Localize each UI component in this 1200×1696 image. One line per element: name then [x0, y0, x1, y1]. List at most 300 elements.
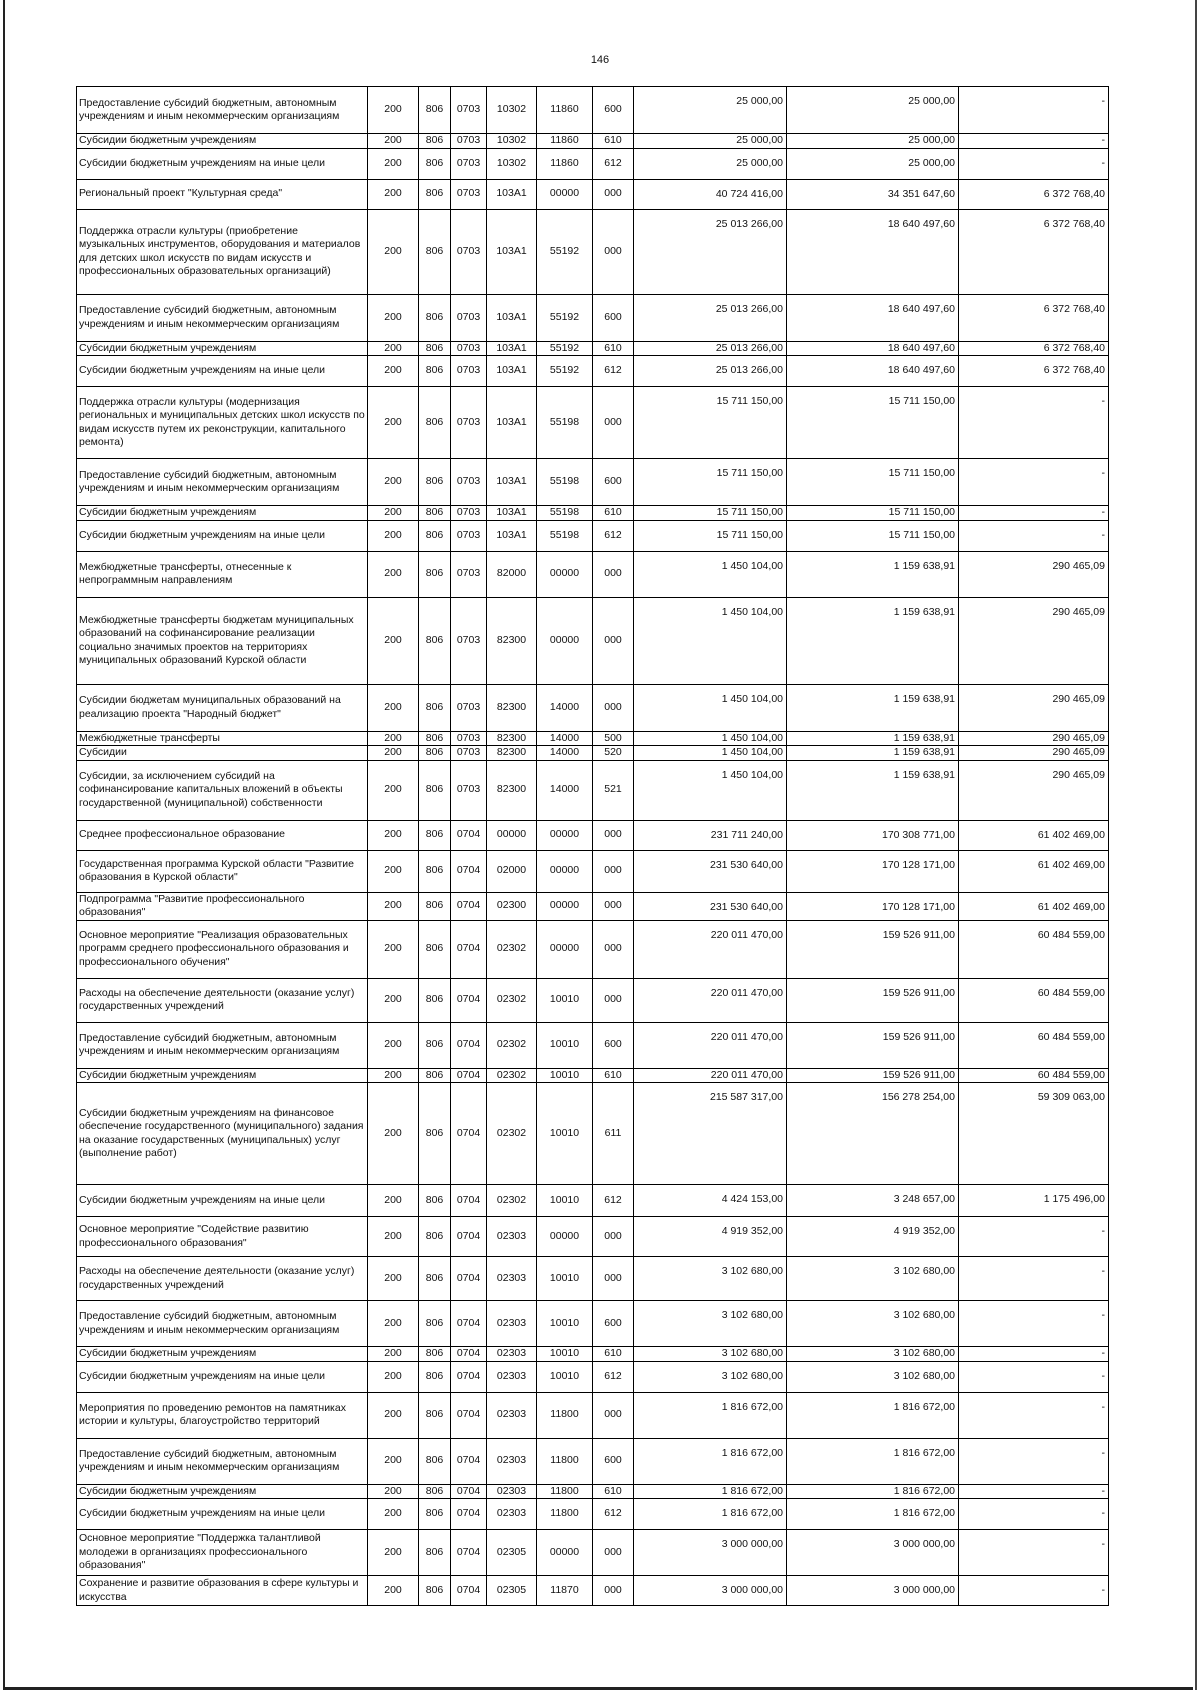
code-program: 103А1	[487, 209, 537, 294]
code-section: 0704	[451, 978, 487, 1022]
table-row	[77, 134, 1109, 149]
code-direction: 55198	[537, 520, 593, 551]
code-ministry: 806	[419, 356, 451, 387]
code-section: 0704	[451, 1301, 487, 1347]
code-admin: 200	[368, 746, 419, 761]
amount-planned: 1 450 104,00	[634, 746, 787, 761]
code-section: 0704	[451, 1392, 487, 1438]
code-program: 02302	[487, 1083, 537, 1185]
code-expense-type: 520	[593, 746, 634, 761]
amount-remaining: 60 484 559,00	[959, 1068, 1109, 1083]
code-program: 02303	[487, 1347, 537, 1362]
table-row	[77, 1530, 1109, 1576]
row-name: Расходы на обеспечение деятельности (оказание услуг) государственных учреждений	[77, 1257, 368, 1301]
code-admin: 200	[368, 506, 419, 521]
amount-remaining: -	[959, 1499, 1109, 1530]
row-name: Предоставление субсидий бюджетным, автономным учреждениям и иным некоммерческим организациям	[77, 1438, 368, 1484]
amount-executed: 3 102 680,00	[787, 1347, 959, 1362]
code-direction: 00000	[537, 1530, 593, 1576]
code-program: 10302	[487, 134, 537, 149]
amount-executed: 1 159 638,91	[787, 760, 959, 820]
code-direction: 10010	[537, 1361, 593, 1392]
amount-remaining: -	[959, 1217, 1109, 1257]
amount-executed: 170 128 171,00	[787, 850, 959, 892]
code-admin: 200	[368, 1438, 419, 1484]
code-section: 0703	[451, 760, 487, 820]
amount-planned: 231 711 240,00	[634, 820, 787, 850]
code-program: 02302	[487, 978, 537, 1022]
scan-left-border	[3, 0, 5, 1690]
code-ministry: 806	[419, 597, 451, 684]
row-name: Предоставление субсидий бюджетным, автономным учреждениям и иным некоммерческим организациям	[77, 294, 368, 341]
amount-executed: 18 640 497,60	[787, 209, 959, 294]
code-ministry: 806	[419, 341, 451, 356]
code-expense-type: 000	[593, 551, 634, 597]
code-admin: 200	[368, 294, 419, 341]
code-direction: 00000	[537, 597, 593, 684]
amount-executed: 25 000,00	[787, 148, 959, 179]
code-section: 0703	[451, 597, 487, 684]
table-row	[77, 820, 1109, 850]
code-admin: 200	[368, 597, 419, 684]
amount-planned: 25 013 266,00	[634, 356, 787, 387]
code-direction: 10010	[537, 1022, 593, 1068]
code-ministry: 806	[419, 731, 451, 746]
code-section: 0703	[451, 148, 487, 179]
code-expense-type: 612	[593, 1499, 634, 1530]
code-section: 0704	[451, 1217, 487, 1257]
code-program: 02302	[487, 920, 537, 978]
code-section: 0703	[451, 294, 487, 341]
table-row	[77, 1301, 1109, 1347]
code-admin: 200	[368, 1083, 419, 1185]
page-number: 146	[590, 54, 610, 66]
code-program: 82300	[487, 746, 537, 761]
amount-remaining: 290 465,09	[959, 597, 1109, 684]
table-row	[77, 978, 1109, 1022]
row-name: Поддержка отрасли культуры (модернизация региональных и муниципальных детских школ искусств по видам искусств путем их реконструкции, капитального ремонта)	[77, 387, 368, 459]
code-direction: 00000	[537, 1217, 593, 1257]
table-row	[77, 148, 1109, 179]
code-expense-type: 000	[593, 597, 634, 684]
amount-executed: 15 711 150,00	[787, 387, 959, 459]
code-direction: 55198	[537, 459, 593, 506]
table-row	[77, 87, 1109, 134]
amount-planned: 3 000 000,00	[634, 1530, 787, 1576]
table-row	[77, 387, 1109, 459]
amount-executed: 159 526 911,00	[787, 978, 959, 1022]
code-expense-type: 000	[593, 850, 634, 892]
code-direction: 10010	[537, 1257, 593, 1301]
row-name: Сохранение и развитие образования в сфере культуры и искусства	[77, 1576, 368, 1606]
code-direction: 55192	[537, 209, 593, 294]
code-section: 0703	[451, 731, 487, 746]
code-expense-type: 610	[593, 341, 634, 356]
amount-remaining: -	[959, 87, 1109, 134]
code-direction: 55192	[537, 356, 593, 387]
code-expense-type: 600	[593, 1438, 634, 1484]
row-name: Среднее профессиональное образование	[77, 820, 368, 850]
table-row	[77, 520, 1109, 551]
code-program: 103А1	[487, 179, 537, 209]
amount-planned: 1 450 104,00	[634, 597, 787, 684]
code-program: 10302	[487, 87, 537, 134]
code-ministry: 806	[419, 1083, 451, 1185]
amount-planned: 3 000 000,00	[634, 1576, 787, 1606]
row-name: Субсидии бюджетным учреждениям на иные цели	[77, 520, 368, 551]
code-program: 82300	[487, 731, 537, 746]
code-direction: 00000	[537, 179, 593, 209]
code-ministry: 806	[419, 1185, 451, 1217]
amount-planned: 1 450 104,00	[634, 551, 787, 597]
code-direction: 14000	[537, 731, 593, 746]
code-section: 0703	[451, 341, 487, 356]
amount-remaining: -	[959, 1530, 1109, 1576]
code-section: 0703	[451, 387, 487, 459]
amount-planned: 220 011 470,00	[634, 1022, 787, 1068]
amount-planned: 3 102 680,00	[634, 1361, 787, 1392]
code-program: 02303	[487, 1301, 537, 1347]
amount-remaining: -	[959, 1347, 1109, 1362]
code-ministry: 806	[419, 1576, 451, 1606]
amount-remaining: 61 402 469,00	[959, 850, 1109, 892]
code-program: 02303	[487, 1484, 537, 1499]
amount-executed: 15 711 150,00	[787, 459, 959, 506]
code-expense-type: 000	[593, 684, 634, 731]
code-direction: 11800	[537, 1438, 593, 1484]
code-program: 82300	[487, 760, 537, 820]
table-row	[77, 506, 1109, 521]
amount-planned: 40 724 416,00	[634, 179, 787, 209]
code-ministry: 806	[419, 87, 451, 134]
code-admin: 200	[368, 1484, 419, 1499]
code-expense-type: 000	[593, 209, 634, 294]
amount-executed: 1 159 638,91	[787, 684, 959, 731]
code-program: 00000	[487, 820, 537, 850]
row-name: Субсидии бюджетным учреждениям	[77, 341, 368, 356]
table-row	[77, 684, 1109, 731]
code-ministry: 806	[419, 746, 451, 761]
row-name: Субсидии бюджетным учреждениям на финансовое обеспечение государственного (муниципального) задания на оказание государственных (муниципальных) услуг (выполнение работ)	[77, 1083, 368, 1185]
amount-remaining: 60 484 559,00	[959, 1022, 1109, 1068]
code-direction: 11860	[537, 87, 593, 134]
row-name: Региональный проект "Культурная среда"	[77, 179, 368, 209]
amount-planned: 220 011 470,00	[634, 920, 787, 978]
row-name: Предоставление субсидий бюджетным, автономным учреждениям и иным некоммерческим организациям	[77, 1301, 368, 1347]
amount-remaining: 61 402 469,00	[959, 820, 1109, 850]
code-direction: 00000	[537, 920, 593, 978]
code-ministry: 806	[419, 1361, 451, 1392]
code-expense-type: 500	[593, 731, 634, 746]
amount-executed: 3 102 680,00	[787, 1361, 959, 1392]
amount-remaining: 290 465,09	[959, 760, 1109, 820]
code-ministry: 806	[419, 387, 451, 459]
code-admin: 200	[368, 760, 419, 820]
amount-executed: 1 816 672,00	[787, 1392, 959, 1438]
row-name: Основное мероприятие "Поддержка талантливой молодежи в организациях профессионального образования"	[77, 1530, 368, 1576]
code-section: 0703	[451, 179, 487, 209]
code-expense-type: 000	[593, 820, 634, 850]
amount-planned: 25 013 266,00	[634, 341, 787, 356]
table-body	[77, 87, 1109, 1606]
code-direction: 11860	[537, 148, 593, 179]
amount-remaining: -	[959, 506, 1109, 521]
amount-remaining: 6 372 768,40	[959, 294, 1109, 341]
code-expense-type: 611	[593, 1083, 634, 1185]
code-expense-type: 000	[593, 978, 634, 1022]
code-direction: 10010	[537, 978, 593, 1022]
amount-executed: 1 159 638,91	[787, 746, 959, 761]
code-admin: 200	[368, 1576, 419, 1606]
table-row	[77, 1392, 1109, 1438]
row-name: Субсидии бюджетным учреждениям	[77, 1484, 368, 1499]
amount-remaining: 290 465,09	[959, 746, 1109, 761]
amount-remaining: -	[959, 1392, 1109, 1438]
row-name: Предоставление субсидий бюджетным, автономным учреждениям и иным некоммерческим организациям	[77, 459, 368, 506]
code-ministry: 806	[419, 850, 451, 892]
amount-remaining: -	[959, 1484, 1109, 1499]
code-admin: 200	[368, 356, 419, 387]
code-expense-type: 600	[593, 1022, 634, 1068]
table-row	[77, 459, 1109, 506]
code-expense-type: 000	[593, 1392, 634, 1438]
amount-executed: 3 000 000,00	[787, 1576, 959, 1606]
code-program: 103А1	[487, 356, 537, 387]
amount-planned: 1 450 104,00	[634, 684, 787, 731]
amount-executed: 18 640 497,60	[787, 356, 959, 387]
code-direction: 14000	[537, 760, 593, 820]
amount-planned: 15 711 150,00	[634, 520, 787, 551]
code-expense-type: 000	[593, 179, 634, 209]
row-name: Основное мероприятие "Реализация образовательных программ среднего профессионального образования и профессионального обучения"	[77, 920, 368, 978]
amount-planned: 25 000,00	[634, 148, 787, 179]
row-name: Поддержка отрасли культуры (приобретение музыкальных инструментов, оборудования и материалов для детских школ искусств по видам искусств и профессиональных образовательных организаций)	[77, 209, 368, 294]
code-program: 103А1	[487, 506, 537, 521]
code-admin: 200	[368, 1022, 419, 1068]
amount-executed: 170 308 771,00	[787, 820, 959, 850]
amount-executed: 156 278 254,00	[787, 1083, 959, 1185]
code-program: 103А1	[487, 387, 537, 459]
code-section: 0703	[451, 134, 487, 149]
table-row	[77, 1576, 1109, 1606]
table-row	[77, 746, 1109, 761]
code-expense-type: 000	[593, 920, 634, 978]
row-name: Субсидии бюджетным учреждениям на иные цели	[77, 1499, 368, 1530]
code-section: 0704	[451, 1484, 487, 1499]
amount-planned: 3 102 680,00	[634, 1347, 787, 1362]
code-section: 0704	[451, 1499, 487, 1530]
table-row	[77, 1484, 1109, 1499]
amount-planned: 15 711 150,00	[634, 387, 787, 459]
code-ministry: 806	[419, 1530, 451, 1576]
code-section: 0704	[451, 1438, 487, 1484]
row-name: Субсидии, за исключением субсидий на софинансирование капитальных вложений в объекты государственной (муниципальной) собственности	[77, 760, 368, 820]
code-admin: 200	[368, 148, 419, 179]
code-direction: 00000	[537, 551, 593, 597]
code-direction: 14000	[537, 684, 593, 731]
code-section: 0704	[451, 1257, 487, 1301]
table-row	[77, 1185, 1109, 1217]
code-admin: 200	[368, 179, 419, 209]
table-row	[77, 760, 1109, 820]
code-direction: 55198	[537, 387, 593, 459]
table-row	[77, 551, 1109, 597]
code-section: 0704	[451, 850, 487, 892]
amount-remaining: 6 372 768,40	[959, 356, 1109, 387]
amount-planned: 4 919 352,00	[634, 1217, 787, 1257]
code-ministry: 806	[419, 1022, 451, 1068]
code-admin: 200	[368, 978, 419, 1022]
table-row	[77, 1499, 1109, 1530]
code-admin: 200	[368, 920, 419, 978]
scan-right-border	[1195, 0, 1197, 1690]
amount-executed: 18 640 497,60	[787, 294, 959, 341]
code-admin: 200	[368, 209, 419, 294]
amount-remaining: 60 484 559,00	[959, 978, 1109, 1022]
row-name: Межбюджетные трансферты, отнесенные к непрограммным направлениям	[77, 551, 368, 597]
table-row	[77, 920, 1109, 978]
code-ministry: 806	[419, 1438, 451, 1484]
code-admin: 200	[368, 87, 419, 134]
code-direction: 14000	[537, 746, 593, 761]
code-ministry: 806	[419, 1499, 451, 1530]
amount-executed: 15 711 150,00	[787, 506, 959, 521]
amount-remaining: 6 372 768,40	[959, 341, 1109, 356]
amount-remaining: 1 175 496,00	[959, 1185, 1109, 1217]
row-name: Субсидии бюджетным учреждениям	[77, 134, 368, 149]
row-name: Субсидии	[77, 746, 368, 761]
code-section: 0704	[451, 1576, 487, 1606]
code-program: 02303	[487, 1499, 537, 1530]
code-direction: 11800	[537, 1499, 593, 1530]
code-expense-type: 600	[593, 87, 634, 134]
code-admin: 200	[368, 134, 419, 149]
code-expense-type: 000	[593, 1530, 634, 1576]
table-row	[77, 892, 1109, 920]
code-ministry: 806	[419, 978, 451, 1022]
code-ministry: 806	[419, 134, 451, 149]
code-section: 0704	[451, 820, 487, 850]
code-admin: 200	[368, 1347, 419, 1362]
code-section: 0703	[451, 459, 487, 506]
code-ministry: 806	[419, 179, 451, 209]
amount-planned: 1 816 672,00	[634, 1438, 787, 1484]
code-ministry: 806	[419, 551, 451, 597]
code-program: 103А1	[487, 341, 537, 356]
code-section: 0704	[451, 1022, 487, 1068]
code-ministry: 806	[419, 684, 451, 731]
amount-planned: 4 424 153,00	[634, 1185, 787, 1217]
code-admin: 200	[368, 1361, 419, 1392]
amount-remaining: 6 372 768,40	[959, 179, 1109, 209]
code-program: 02303	[487, 1361, 537, 1392]
code-section: 0704	[451, 1185, 487, 1217]
code-ministry: 806	[419, 148, 451, 179]
row-name: Субсидии бюджетным учреждениям	[77, 1068, 368, 1083]
code-direction: 10010	[537, 1301, 593, 1347]
code-direction: 00000	[537, 892, 593, 920]
amount-remaining: 290 465,09	[959, 551, 1109, 597]
code-expense-type: 610	[593, 506, 634, 521]
code-ministry: 806	[419, 1068, 451, 1083]
code-admin: 200	[368, 892, 419, 920]
amount-planned: 231 530 640,00	[634, 892, 787, 920]
amount-planned: 25 000,00	[634, 87, 787, 134]
code-admin: 200	[368, 387, 419, 459]
code-ministry: 806	[419, 1301, 451, 1347]
code-ministry: 806	[419, 760, 451, 820]
table-row	[77, 850, 1109, 892]
code-section: 0703	[451, 746, 487, 761]
amount-planned: 15 711 150,00	[634, 506, 787, 521]
code-program: 02303	[487, 1438, 537, 1484]
code-ministry: 806	[419, 294, 451, 341]
code-ministry: 806	[419, 1392, 451, 1438]
amount-remaining: -	[959, 459, 1109, 506]
code-program: 103А1	[487, 459, 537, 506]
code-ministry: 806	[419, 459, 451, 506]
table-row	[77, 356, 1109, 387]
code-direction: 10010	[537, 1068, 593, 1083]
amount-executed: 3 000 000,00	[787, 1530, 959, 1576]
amount-executed: 15 711 150,00	[787, 520, 959, 551]
amount-executed: 159 526 911,00	[787, 920, 959, 978]
amount-planned: 3 102 680,00	[634, 1301, 787, 1347]
code-ministry: 806	[419, 1347, 451, 1362]
code-admin: 200	[368, 731, 419, 746]
amount-planned: 220 011 470,00	[634, 1068, 787, 1083]
code-program: 02303	[487, 1392, 537, 1438]
budget-table	[76, 86, 1109, 1606]
code-section: 0704	[451, 1347, 487, 1362]
row-name: Субсидии бюджетным учреждениям	[77, 1347, 368, 1362]
code-admin: 200	[368, 1301, 419, 1347]
code-expense-type: 600	[593, 1301, 634, 1347]
code-direction: 10010	[537, 1083, 593, 1185]
amount-executed: 1 159 638,91	[787, 731, 959, 746]
code-direction: 00000	[537, 850, 593, 892]
amount-remaining: -	[959, 1257, 1109, 1301]
code-ministry: 806	[419, 820, 451, 850]
row-name: Субсидии бюджетным учреждениям на иные цели	[77, 1361, 368, 1392]
code-section: 0704	[451, 1361, 487, 1392]
code-program: 02302	[487, 1068, 537, 1083]
row-name: Субсидии бюджетным учреждениям на иные цели	[77, 1185, 368, 1217]
table-row	[77, 209, 1109, 294]
row-name: Субсидии бюджетным учреждениям на иные цели	[77, 148, 368, 179]
code-expense-type: 521	[593, 760, 634, 820]
row-name: Межбюджетные трансферты бюджетам муниципальных образований на софинансирование реализации социально значимых проектов на территориях муниципальных образований Курской области	[77, 597, 368, 684]
code-expense-type: 000	[593, 1257, 634, 1301]
code-admin: 200	[368, 684, 419, 731]
code-program: 02300	[487, 892, 537, 920]
code-admin: 200	[368, 850, 419, 892]
amount-executed: 25 000,00	[787, 87, 959, 134]
row-name: Основное мероприятие "Содействие развитию профессионального образования"	[77, 1217, 368, 1257]
code-section: 0703	[451, 506, 487, 521]
code-section: 0704	[451, 1068, 487, 1083]
code-ministry: 806	[419, 1257, 451, 1301]
amount-remaining: -	[959, 1361, 1109, 1392]
code-program: 02000	[487, 850, 537, 892]
code-expense-type: 612	[593, 1361, 634, 1392]
amount-executed: 4 919 352,00	[787, 1217, 959, 1257]
amount-planned: 25 013 266,00	[634, 209, 787, 294]
amount-executed: 1 816 672,00	[787, 1499, 959, 1530]
code-section: 0703	[451, 209, 487, 294]
amount-remaining: 290 465,09	[959, 731, 1109, 746]
amount-remaining: -	[959, 134, 1109, 149]
